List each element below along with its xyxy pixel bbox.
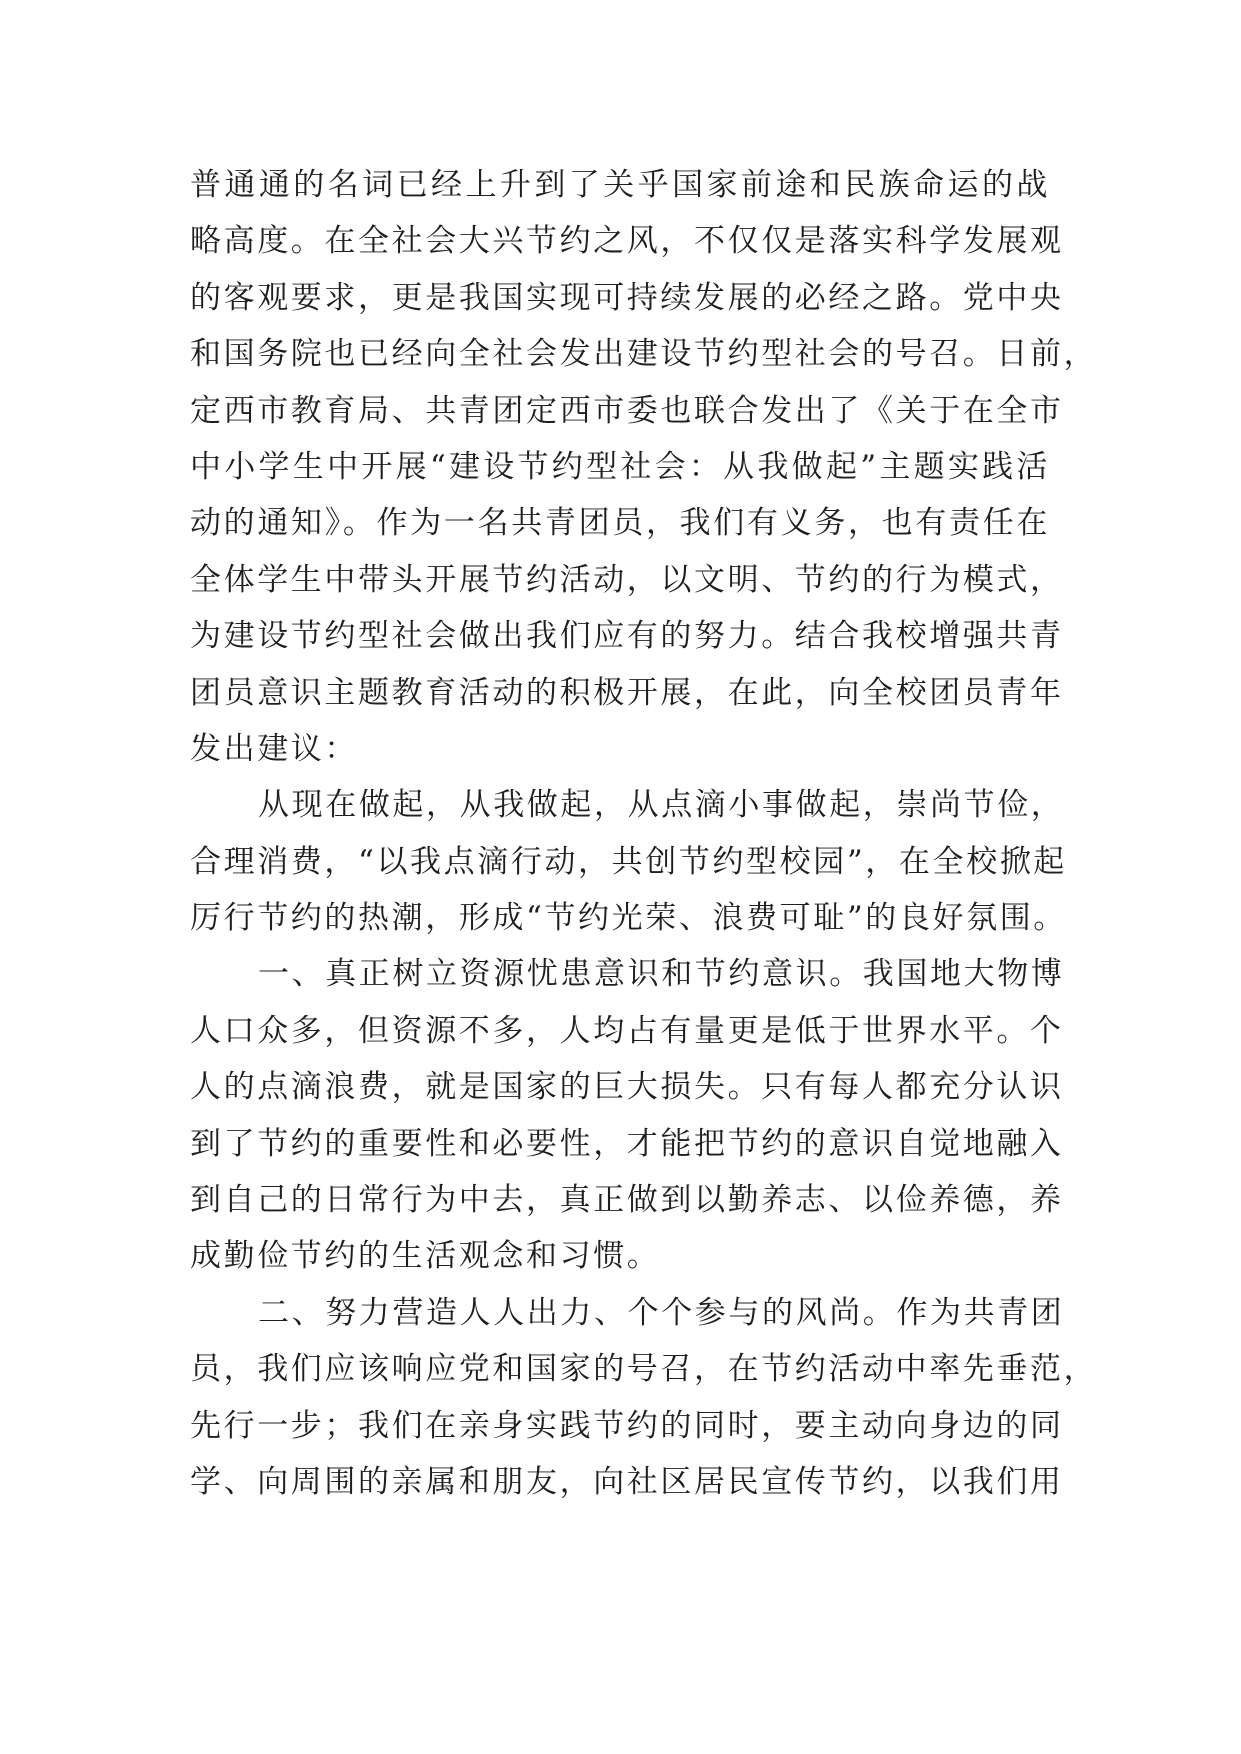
- text-line: 一、真正树立资源忧患意识和节约意识。我国地大物博: [258, 956, 1065, 993]
- text-line: 的客观要求，更是我国实现可持续发展的必经之路。党中央: [190, 279, 1064, 316]
- text-line: 二、努力营造人人出力、个个参与的风尚。作为共青团: [258, 1294, 1065, 1331]
- text-line: 发出建议：: [190, 730, 358, 767]
- text-line: 中小学生中开展“建设节约型社会：从我做起”主题实践活: [190, 448, 1050, 485]
- text-line: 人口众多，但资源不多，人均占有量更是低于世界水平。个: [190, 1012, 1064, 1049]
- text-line: 为建设节约型社会做出我们应有的努力。结合我校增强共青: [190, 618, 1064, 655]
- text-line: 员，我们应该响应党和国家的号召，在节约活动中率先垂范，: [190, 1351, 1098, 1388]
- text-line: 到自己的日常行为中去，真正做到以勤养志、以俭养德，养: [190, 1182, 1064, 1219]
- text-line: 普通通的名词已经上升到了关乎国家前途和民族命运的战: [190, 167, 1050, 203]
- text-line: 团员意识主题教育活动的积极开展，在此，向全校团员青年: [190, 674, 1064, 711]
- text-line: 定西市教育局、共青团定西市委也联合发出了《关于在全市: [190, 392, 1064, 429]
- text-line: 厉行节约的热潮，形成“节约光荣、浪费可耻”的良好氛围。: [190, 900, 1067, 937]
- text-line: 动的通知》。作为一名共青团员，我们有义务，也有责任在: [190, 505, 1050, 542]
- text-line: 和国务院也已经向全社会发出建设节约型社会的号召。日前，: [190, 336, 1098, 373]
- text-line: 成勤俭节约的生活观念和习惯。: [190, 1238, 661, 1275]
- text-line: 略高度。在全社会大兴节约之风，不仅仅是落实科学发展观: [190, 223, 1064, 260]
- text-line: 从现在做起，从我做起，从点滴小事做起，崇尚节俭，: [258, 787, 1065, 824]
- text-line: 人的点滴浪费，就是国家的巨大损失。只有每人都充分认识: [190, 1069, 1064, 1106]
- document-body-text: [190, 157, 1098, 1510]
- text-line: 学、向周围的亲属和朋友，向社区居民宣传节约，以我们用: [190, 1463, 1064, 1500]
- text-line: 全体学生中带头开展节约活动，以文明、节约的行为模式，: [190, 561, 1064, 598]
- text-line: 合理消费，“以我点滴行动，共创节约型校园”，在全校掀起: [190, 843, 1067, 880]
- text-line: 到了节约的重要性和必要性，才能把节约的意识自觉地融入: [190, 1125, 1064, 1162]
- text-line: 先行一步；我们在亲身实践节约的同时，要主动向身边的同: [190, 1407, 1064, 1444]
